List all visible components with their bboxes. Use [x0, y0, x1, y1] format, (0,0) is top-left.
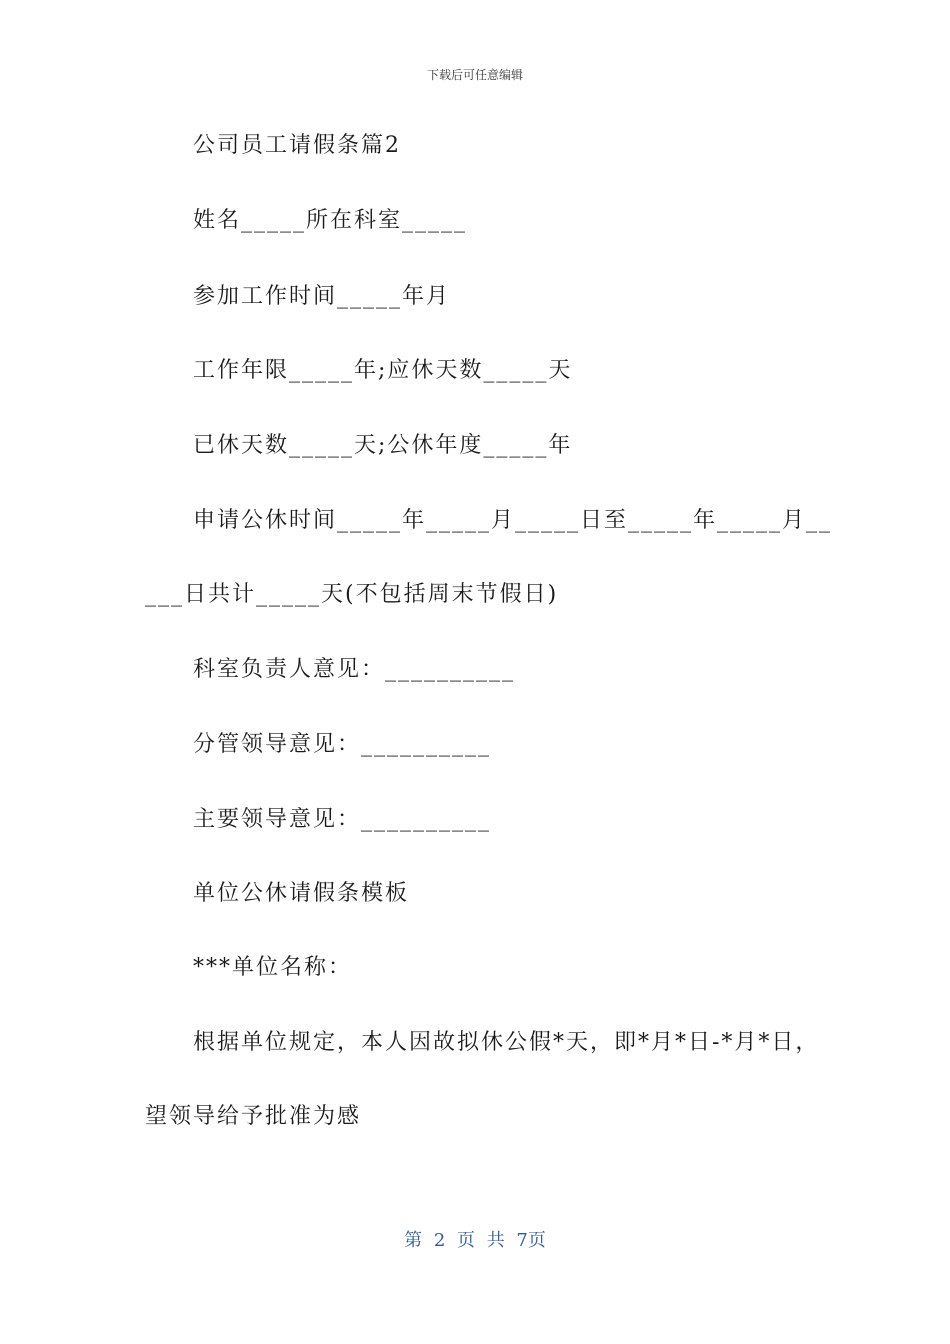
- field-used-days: 已休天数_____天;公休年度_____年: [193, 433, 573, 458]
- body-paragraph-cont: 望领导给予批准为感: [145, 1104, 362, 1129]
- template-title: 单位公休请假条模板: [193, 881, 410, 906]
- field-dept-head-opinion: 科室负责人意见：__________: [193, 657, 516, 682]
- field-leave-period-cont: ___日共计_____天(不包括周末节假日): [145, 582, 559, 607]
- field-leader-opinion: 主要领导意见：__________: [193, 807, 492, 832]
- field-supervisor-opinion: 分管领导意见：__________: [193, 732, 492, 757]
- doc-title: 公司员工请假条篇2: [193, 133, 401, 158]
- unit-name: ***单位名称：: [193, 955, 353, 980]
- page-number: 第 2 页 共 7页: [404, 1230, 546, 1251]
- header-note: 下载后可任意编辑: [426, 68, 523, 82]
- field-leave-period: 申请公休时间_____年_____月_____日至_____年_____月__: [193, 508, 833, 533]
- field-work-start: 参加工作时间_____年月: [193, 284, 451, 309]
- body-paragraph: 根据单位规定，本人因故拟休公假*天，即*月*日-*月*日，: [193, 1030, 820, 1055]
- field-name-department: 姓名_____所在科室_____: [193, 208, 468, 233]
- field-work-years: 工作年限_____年;应休天数_____天: [193, 358, 573, 383]
